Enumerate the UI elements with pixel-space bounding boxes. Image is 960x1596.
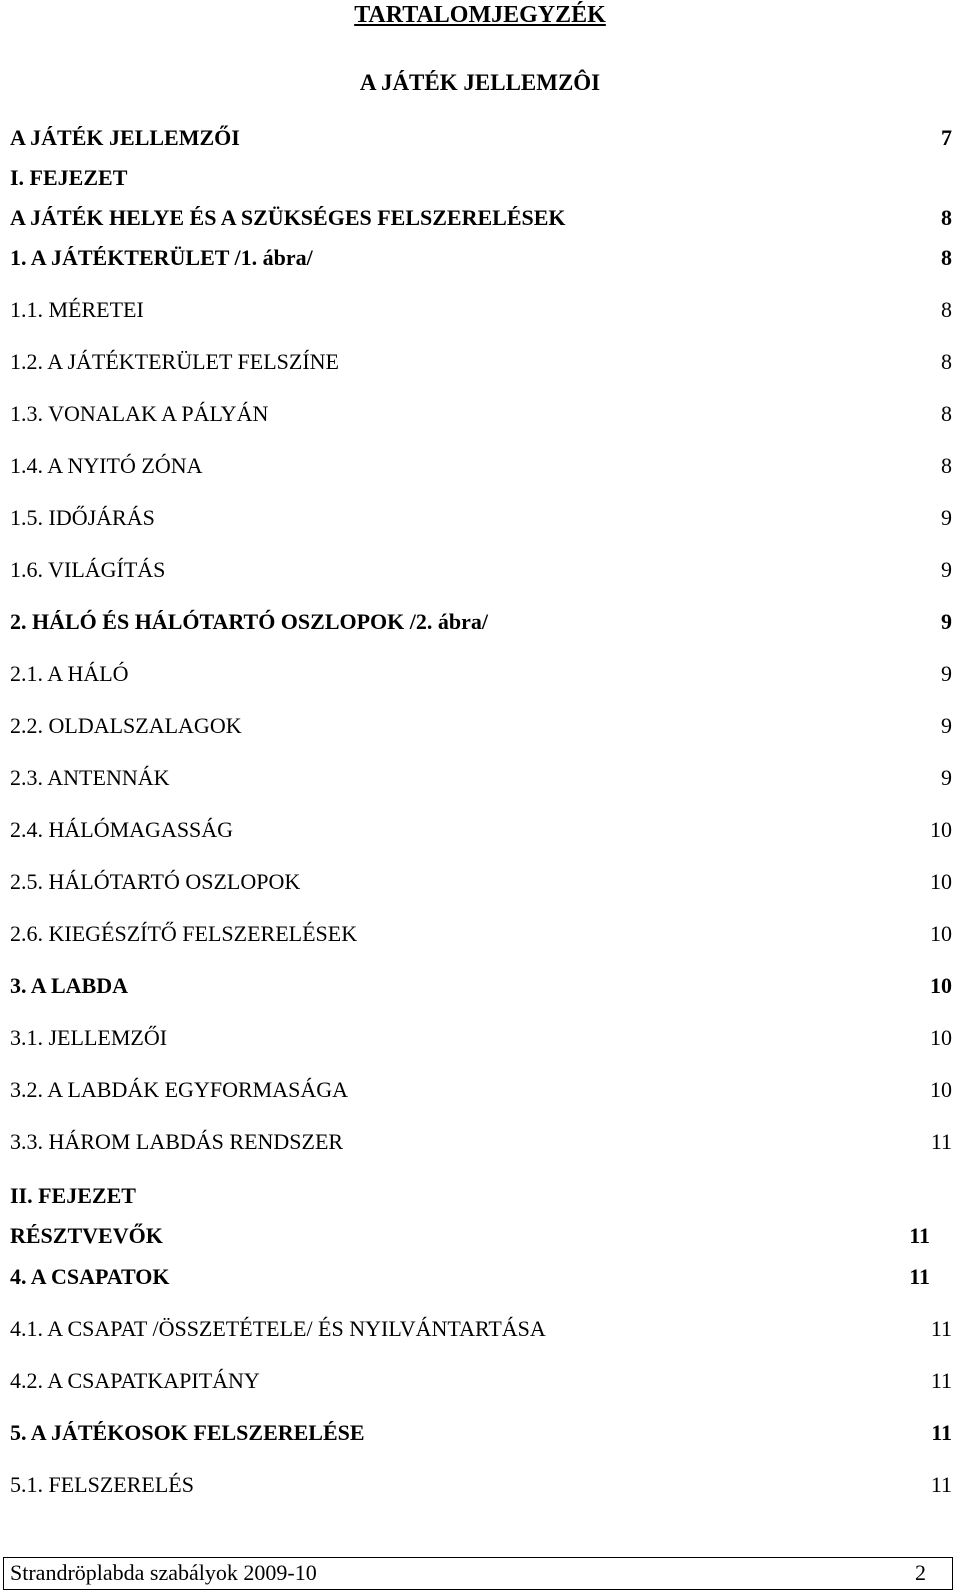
page-title: TARTALOMJEGYZÉK: [354, 2, 606, 28]
toc-entry-label: 4. A CSAPATOK: [10, 1264, 170, 1289]
toc-entry-page: 11: [930, 1368, 952, 1393]
section-subtitle: A JÁTÉK JELLEMZÔI: [359, 70, 601, 95]
toc-entry-page: 8: [941, 297, 952, 322]
toc-entry-label: 3. A LABDA: [10, 973, 128, 998]
toc-entry-label: 4.1. A CSAPAT /ÖSSZETÉTELE/ ÉS NYILVÁNTARTÁSA: [10, 1316, 546, 1341]
toc-entry-page: 11: [930, 1472, 952, 1497]
toc-entry-page: 11: [909, 1223, 930, 1248]
toc-entry: [10, 1181, 952, 1211]
toc-entry-page: 9: [941, 713, 952, 738]
toc-entry: [10, 815, 952, 845]
toc-entry: [10, 763, 952, 793]
toc-entry-label: 2.6. KIEGÉSZÍTŐ FELSZERELÉSEK: [10, 921, 358, 946]
toc-entry-label: 5.1. FELSZERELÉS: [10, 1472, 194, 1497]
toc-entry: [10, 1262, 952, 1292]
toc-entry: [10, 243, 952, 273]
toc-entry-page: 9: [941, 609, 952, 634]
toc-entry: [10, 659, 952, 689]
toc-entry-label: 1.5. IDŐJÁRÁS: [10, 505, 155, 530]
toc-entry-page: 9: [941, 661, 952, 686]
toc-entry-page: 10: [930, 869, 952, 894]
toc-entry-label: 2.3. ANTENNÁK: [10, 765, 170, 790]
toc-entry-label: 3.3. HÁROM LABDÁS RENDSZER: [10, 1129, 344, 1154]
toc-entry-page: 11: [909, 1264, 930, 1289]
toc-entry: [10, 1314, 952, 1344]
toc-entry-label: 1.1. MÉRETEI: [10, 297, 144, 322]
toc-entry-label: 3.2. A LABDÁK EGYFORMASÁGA: [10, 1077, 348, 1102]
page-footer: [3, 1557, 953, 1590]
toc-entry: [10, 1075, 952, 1105]
toc-entry-label: 2.4. HÁLÓMAGASSÁG: [10, 817, 234, 842]
toc-entry: [10, 399, 952, 429]
toc-entry-label: 2.1. A HÁLÓ: [10, 661, 129, 686]
toc-entry-label: 1. A JÁTÉKTERÜLET /1. ábra/: [10, 245, 313, 270]
toc-entry: [10, 1366, 952, 1396]
toc-entry-label: 1.4. A NYITÓ ZÓNA: [10, 453, 203, 478]
toc-entry: [10, 1418, 952, 1448]
toc-entry-page: 9: [941, 765, 952, 790]
toc-entry-page: 11: [931, 1420, 952, 1445]
toc-entry-label: 1.3. VONALAK A PÁLYÁN: [10, 401, 269, 426]
toc-entry: [10, 711, 952, 741]
toc-entry-page: 10: [930, 973, 952, 998]
toc-entry-label: A JÁTÉK JELLEMZŐI: [10, 125, 240, 150]
toc-entry-label: 3.1. JELLEMZŐI: [10, 1025, 168, 1050]
toc-entry: [10, 607, 952, 637]
toc-entry-page: 8: [941, 401, 952, 426]
toc-entry-page: 10: [930, 817, 952, 842]
toc-entry: [10, 295, 952, 325]
toc-entry-page: 11: [930, 1129, 952, 1154]
toc-entry: [10, 1127, 952, 1157]
toc-entry-page: 11: [930, 1316, 952, 1341]
toc-entry-page: 9: [941, 557, 952, 582]
toc-entry: [10, 451, 952, 481]
toc-entry-page: 10: [930, 1025, 952, 1050]
footer-page-number: 2: [915, 1560, 926, 1585]
toc-entry-label: 2.5. HÁLÓTARTÓ OSZLOPOK: [10, 869, 301, 894]
toc-entry-label: 2.2. OLDALSZALAGOK: [10, 713, 242, 738]
toc-entry: [10, 555, 952, 585]
toc-entry: [10, 1470, 952, 1500]
toc-entry-page: 9: [941, 505, 952, 530]
toc-entry: [10, 347, 952, 377]
toc-entry: [10, 867, 952, 897]
toc-entry-label: 4.2. A CSAPATKAPITÁNY: [10, 1368, 260, 1393]
toc-entry-page: 8: [941, 349, 952, 374]
toc-entry: [10, 971, 952, 1001]
toc-entry-page: 10: [930, 1077, 952, 1102]
toc-entry-page: 8: [941, 245, 952, 270]
toc-entry-label: 1.6. VILÁGÍTÁS: [10, 557, 166, 582]
toc-entry-page: 10: [930, 921, 952, 946]
toc-entry-label: II. FEJEZET: [10, 1183, 136, 1208]
toc-entry-label: 5. A JÁTÉKOSOK FELSZERELÉSE: [10, 1420, 365, 1445]
toc-entry-page: 7: [941, 125, 952, 150]
toc-entry-label: 1.2. A JÁTÉKTERÜLET FELSZÍNE: [10, 349, 339, 374]
toc-entry-label: I. FEJEZET: [10, 165, 128, 190]
toc-entry-page: 8: [941, 205, 952, 230]
toc-entry-page: 8: [941, 453, 952, 478]
toc-entry: [10, 503, 952, 533]
toc-entry-label: RÉSZTVEVŐK: [10, 1223, 163, 1248]
toc-entry: [10, 1023, 952, 1053]
toc-entry: [10, 1221, 952, 1251]
toc-entry: [10, 163, 952, 193]
toc-entry: [10, 123, 952, 153]
toc-entry: [10, 203, 952, 233]
footer-document-title: Strandröplabda szabályok 2009-10: [10, 1560, 317, 1585]
toc-entry-label: 2. HÁLÓ ÉS HÁLÓTARTÓ OSZLOPOK /2. ábra/: [10, 609, 489, 634]
toc-entry: [10, 919, 952, 949]
toc-entry-label: A JÁTÉK HELYE ÉS A SZÜKSÉGES FELSZERELÉSEK: [10, 205, 566, 230]
